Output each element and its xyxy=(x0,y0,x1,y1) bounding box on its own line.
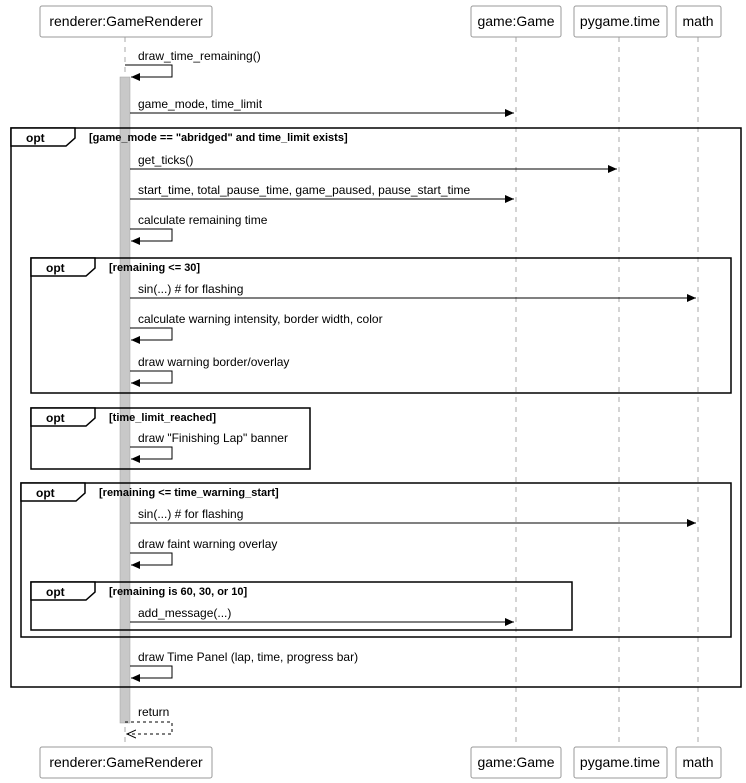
opt-fragment-remaining-milestones xyxy=(31,582,572,630)
opt-guard: [game_mode == "abridged" and time_limit exists] xyxy=(89,132,348,144)
opt-keyword: opt xyxy=(36,486,55,500)
participant-renderer-top[interactable] xyxy=(40,6,212,37)
message-sin-flashing-2 xyxy=(130,507,696,523)
participant-game-top[interactable] xyxy=(471,6,561,37)
message-label: get_ticks() xyxy=(138,153,194,167)
participant-label: pygame.time xyxy=(579,754,661,770)
opt-keyword: opt xyxy=(46,261,65,275)
participant-game-bottom[interactable] xyxy=(471,747,561,778)
participant-label: math xyxy=(682,13,714,29)
opt-guard: [remaining <= 30] xyxy=(109,262,201,274)
opt-keyword: opt xyxy=(26,131,45,145)
opt-guard: [time_limit_reached] xyxy=(109,412,216,424)
message-label: calculate remaining time xyxy=(138,213,268,227)
message-label: draw "Finishing Lap" banner xyxy=(138,431,288,445)
message-pause-state xyxy=(130,183,514,199)
message-calculate-remaining xyxy=(130,213,268,241)
message-sin-flashing-1 xyxy=(130,282,696,298)
participant-label: renderer:GameRenderer xyxy=(49,13,203,29)
message-draw-time-remaining xyxy=(125,49,261,77)
message-label: draw warning border/overlay xyxy=(138,355,290,369)
opt-keyword: opt xyxy=(46,411,65,425)
message-label: draw Time Panel (lap, time, progress bar) xyxy=(138,650,359,664)
participant-label: renderer:GameRenderer xyxy=(49,754,203,770)
message-draw-finishing-lap xyxy=(130,431,288,459)
message-label: add_message(...) xyxy=(138,606,232,620)
participant-label: math xyxy=(682,754,714,770)
message-game-mode-time-limit xyxy=(130,97,514,113)
message-label: sin(...) # for flashing xyxy=(138,282,244,296)
message-label: start_time, total_pause_time, game_paused, pause_start_time xyxy=(138,183,471,197)
participant-math-bottom[interactable] xyxy=(676,747,721,778)
message-label: sin(...) # for flashing xyxy=(138,507,244,521)
participant-pygame-time-top[interactable] xyxy=(574,6,667,37)
participant-pygame-time-bottom[interactable] xyxy=(574,747,667,778)
opt-guard: [remaining is 60, 30, or 10] xyxy=(109,586,248,598)
participant-renderer-bottom[interactable] xyxy=(40,747,212,778)
opt-keyword: opt xyxy=(46,585,65,599)
message-label: return xyxy=(138,705,170,719)
message-get-ticks xyxy=(130,153,617,169)
participant-math-top[interactable] xyxy=(676,6,721,37)
participant-label: game:Game xyxy=(477,754,555,770)
message-calculate-warning xyxy=(130,312,383,340)
participant-label: game:Game xyxy=(477,13,555,29)
message-add-message xyxy=(130,606,514,622)
participant-label: pygame.time xyxy=(579,13,661,29)
activation-bar xyxy=(120,77,130,723)
message-draw-time-panel xyxy=(130,650,358,678)
message-draw-warning-border xyxy=(130,355,289,383)
message-draw-faint-overlay xyxy=(130,537,277,565)
message-label: draw_time_remaining() xyxy=(138,49,261,63)
message-return xyxy=(125,705,172,734)
message-label: game_mode, time_limit xyxy=(138,97,263,111)
message-label: draw faint warning overlay xyxy=(138,537,278,551)
message-label: calculate warning intensity, border width, color xyxy=(138,312,383,326)
opt-guard: [remaining <= time_warning_start] xyxy=(99,487,279,499)
